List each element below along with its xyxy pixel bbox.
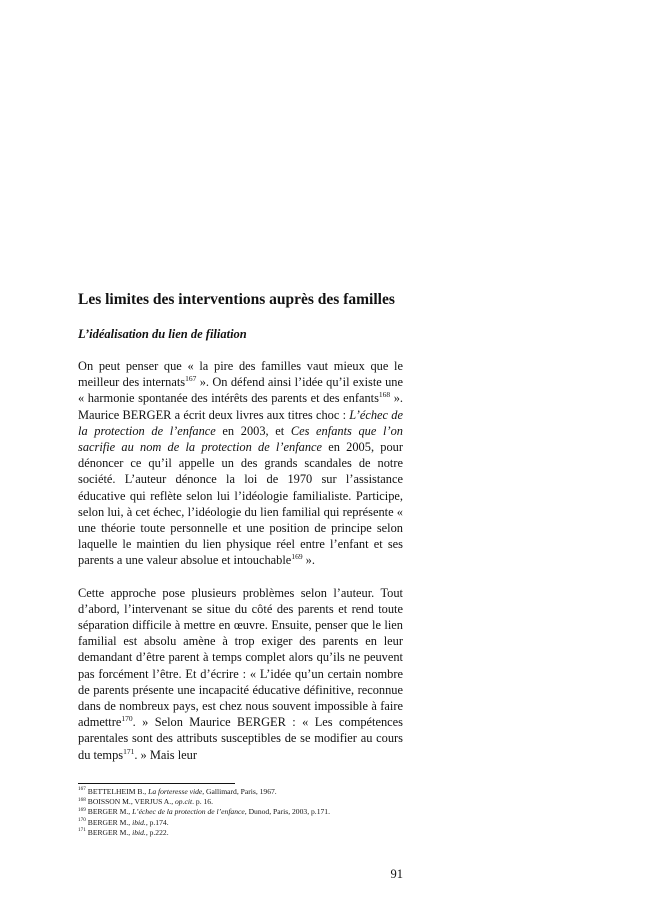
footnote-number: 170: [78, 817, 86, 824]
footnote-title: ibid.: [132, 817, 146, 827]
footnote-details: , Dunod, Paris, 2003, p.171.: [244, 807, 330, 817]
footnote-ref-169[interactable]: 169: [291, 552, 303, 562]
footnote-title: ibid.: [132, 827, 146, 837]
footnotes-section: [78, 783, 403, 838]
footnote-title: L’échec de la protection de l’enfance: [132, 807, 245, 817]
paragraph-2-text-2: . » Selon Maurice BERGER : « Les compétences parentales sont des attributs susceptibles de se modifier au cours du temps: [78, 715, 403, 762]
footnote-167: [78, 787, 403, 797]
book-title-2: Ces enfants que l’on sacrifie au nom de la protection de l’enfance: [78, 423, 403, 455]
paragraph-1-text-3: ». Maurice BERGER a écrit deux livres aux titres choc :: [78, 391, 404, 422]
footnote-author: BETTELHEIM B.,: [87, 787, 149, 796]
footnote-details: , Gallimard, Paris, 1967.: [202, 787, 277, 796]
footnote-separator: [78, 783, 235, 784]
paragraph-1-text-4: en 2003, et: [215, 423, 291, 438]
footnote-168: [78, 797, 403, 807]
footnote-number: 167: [78, 786, 86, 793]
footnote-details: . p. 16.: [192, 797, 213, 807]
footnote-details: , p.222.: [145, 827, 169, 837]
footnote-author: BERGER M.,: [87, 807, 133, 817]
footnote-ref-167[interactable]: 167: [185, 374, 197, 384]
subsection-heading: L’idéalisation du lien de filiation: [78, 327, 247, 341]
paragraph-2: [78, 585, 403, 763]
page-number: 91: [390, 867, 403, 881]
paragraph-1-text-2: ». On défend ainsi l’idée qu’il existe une « harmonie spontanée des intérêts des parents et des enfants: [78, 375, 403, 406]
footnote-ref-170[interactable]: 170: [121, 714, 133, 724]
footnote-ref-168[interactable]: 168: [378, 390, 391, 400]
footnote-number: 169: [78, 806, 86, 813]
paragraph-2-text-3: . » Mais leur: [134, 747, 197, 762]
paragraph-1-text-6: ».: [302, 553, 315, 568]
footnote-171: [78, 828, 403, 838]
footnote-title: op.cit: [175, 797, 193, 807]
footnote-author: BERGER M.,: [87, 827, 133, 837]
footnote-author: BOISSON M., VERJUS A.,: [87, 797, 175, 807]
footnote-title: La forteresse vide: [148, 787, 203, 796]
paragraph-2-text-1: Cette approche pose plusieurs problèmes selon l’auteur. Tout d’abord, l’intervenant se situe du côté des parents et rend toute séparation difficile à mettre en œuvre. Ensuite, penser que le lien familial est absolu amène à trop exiger des parents en leur demandant d’être parent à temps complet alors qu’ils ne peuvent pas forcément l’être. Et d’écrire : « L’idée qu’un certain nombre de parents présente une incapacité éducative définitive, reconnue dans de nombreux pays, est chez nous souvent impossible à faire admettre: [78, 585, 403, 730]
footnote-170: [78, 818, 403, 828]
paragraph-1-text-1: On peut penser que « la pire des familles vaut mieux que le meilleur des internats: [78, 359, 403, 390]
footnote-number: 168: [78, 796, 86, 803]
footnote-ref-171[interactable]: 171: [123, 746, 135, 756]
footnote-number: 171: [78, 827, 86, 834]
section-heading: Les limites des interventions auprès des familles: [78, 291, 395, 308]
footnote-details: , p.174.: [145, 817, 169, 827]
paragraph-1-text-5: en 2005, pour dénoncer ce qu’il appelle un des grands scandales de notre société. L’auteur dénonce la loi de 1970 sur l’assistance éducative qui reflète selon lui l’idéologie familialiste. Participe, selon lui, à cet échec, l’idéologie du lien familial qui représente « une théorie toute personnelle et une position de principe selon laquelle le maintien du lien physique réel entre l’enfant et ses parents a une valeur absolue et intouchable: [78, 440, 403, 568]
paragraph-1: [78, 358, 403, 569]
main-content: [78, 290, 403, 779]
footnote-169: [78, 807, 403, 817]
footnote-author: BERGER M.,: [87, 817, 133, 827]
book-title-1: L’échec de la protection de l’enfance: [78, 407, 403, 438]
